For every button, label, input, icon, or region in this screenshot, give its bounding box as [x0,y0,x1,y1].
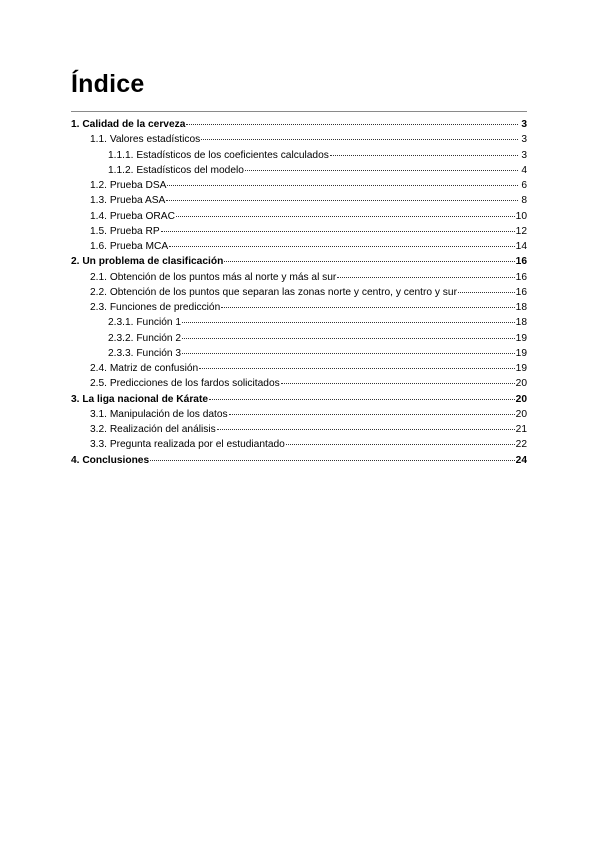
toc-entry[interactable] [71,132,527,147]
toc-dot-leader [167,185,518,186]
toc-entry-title: 1.5. Prueba RP [90,225,160,237]
toc-page-number: 3 [521,149,527,161]
toc-entry[interactable] [71,376,527,391]
toc-page-number: 19 [515,332,527,344]
toc-dot-leader [224,261,514,262]
toc-dot-leader [169,246,515,247]
toc-entry-title: 2.3.2. Función 2 [108,332,182,344]
toc-page-number: 16 [515,256,527,268]
toc-page-number: 20 [515,378,527,390]
toc-dot-leader [182,322,515,323]
toc-dot-leader [281,383,515,384]
toc-dot-leader [186,124,518,125]
page-title: Índice [71,70,145,98]
toc-entry-title: 1. Calidad de la cerveza [71,119,186,130]
toc-page-number: 3 [521,119,527,130]
toc-entry-title: 1.2. Prueba DSA [90,180,167,191]
toc-page-number: 22 [515,439,527,451]
toc-entry[interactable] [71,392,527,407]
toc-page-number: 16 [515,271,527,283]
toc-entry[interactable] [71,285,527,300]
toc-entry[interactable] [71,239,527,254]
toc-page-number: 10 [515,210,527,222]
toc-dot-leader [182,338,515,339]
toc-page-number: 18 [515,302,527,313]
toc-entry[interactable] [71,254,527,269]
toc-dot-leader [221,307,514,308]
toc-page-number: 19 [515,363,527,374]
toc-page-number: 20 [515,408,527,420]
toc-dot-leader [217,429,515,430]
toc-entry[interactable] [71,437,527,452]
title-divider [71,111,527,112]
toc-entry-title: 1.1.2. Estadísticos del modelo [108,164,244,176]
toc-dot-leader [150,460,515,461]
toc-page-number: 21 [515,424,527,435]
toc-entry-title: 1.1. Valores estadísticos [90,134,201,146]
toc-entry[interactable] [71,407,527,422]
toc-dot-leader [245,170,518,171]
toc-entry-title: 2.3. Funciones de predicción [90,302,221,313]
toc-entry-title: 3.1. Manipulación de los datos [90,408,228,420]
toc-entry-title: 1.1.1. Estadísticos de los coeficientes calculados [108,149,329,161]
toc-entry-title: 4. Conclusiones [71,454,150,466]
toc-entry[interactable] [71,331,527,346]
toc-entry[interactable] [71,209,527,224]
toc-entry-title: 3. La liga nacional de Kárate [71,393,209,405]
toc-entry[interactable] [71,148,527,163]
toc-page-number: 19 [515,347,527,359]
toc-entry-title: 1.6. Prueba MCA [90,241,169,252]
toc-entry-title: 2.3.3. Función 3 [108,347,182,359]
toc-page-number: 14 [515,241,527,252]
toc-entry-title: 2.5. Predicciones de los fardos solicitados [90,378,280,390]
toc-page-number: 12 [515,225,527,237]
toc-entry[interactable] [71,224,527,239]
toc-dot-leader [182,353,515,354]
toc-entry[interactable] [71,270,527,285]
toc-entry[interactable] [71,453,527,468]
toc-entry[interactable] [71,346,527,361]
toc-page-number: 3 [521,134,527,146]
toc-dot-leader [201,139,518,140]
toc-page-number: 20 [515,393,527,405]
toc-entry-title: 1.3. Prueba ASA [90,195,166,207]
toc-entry[interactable] [71,163,527,178]
toc-page-number: 8 [521,195,527,207]
toc-dot-leader [166,200,518,201]
toc-dot-leader [330,155,518,156]
toc-entry[interactable] [71,117,527,132]
toc-entry-title: 2.2. Obtención de los puntos que separan las zonas norte y centro, y centro y sur [90,286,457,298]
toc-page-number: 24 [515,454,527,466]
toc-page-number: 18 [515,317,527,329]
toc-dot-leader [176,216,515,217]
toc-entry-title: 3.2. Realización del análisis [90,424,216,435]
toc-entry-title: 2. Un problema de clasificación [71,256,224,268]
toc-dot-leader [161,231,515,232]
toc-dot-leader [209,399,515,400]
toc-entry[interactable] [71,315,527,330]
toc-dot-leader [458,292,515,293]
toc-entry[interactable] [71,178,527,193]
toc-dot-leader [229,414,515,415]
toc-entry-title: 2.3.1. Función 1 [108,317,182,329]
toc-entry-title: 1.4. Prueba ORAC [90,210,175,222]
toc-page-number: 4 [521,164,527,176]
toc-dot-leader [286,444,515,445]
toc-page-number: 6 [521,180,527,191]
toc-entry[interactable] [71,422,527,437]
toc-entry-title: 3.3. Pregunta realizada por el estudiantado [90,439,285,451]
toc-dot-leader [337,277,514,278]
toc-entry[interactable] [71,361,527,376]
toc-entry[interactable] [71,300,527,315]
toc-page-number: 16 [515,286,527,298]
toc-dot-leader [199,368,514,369]
toc-entry[interactable] [71,193,527,208]
toc-entry-title: 2.1. Obtención de los puntos más al norte y más al sur [90,271,337,283]
table-of-contents [71,117,527,468]
toc-entry-title: 2.4. Matriz de confusión [90,363,199,374]
